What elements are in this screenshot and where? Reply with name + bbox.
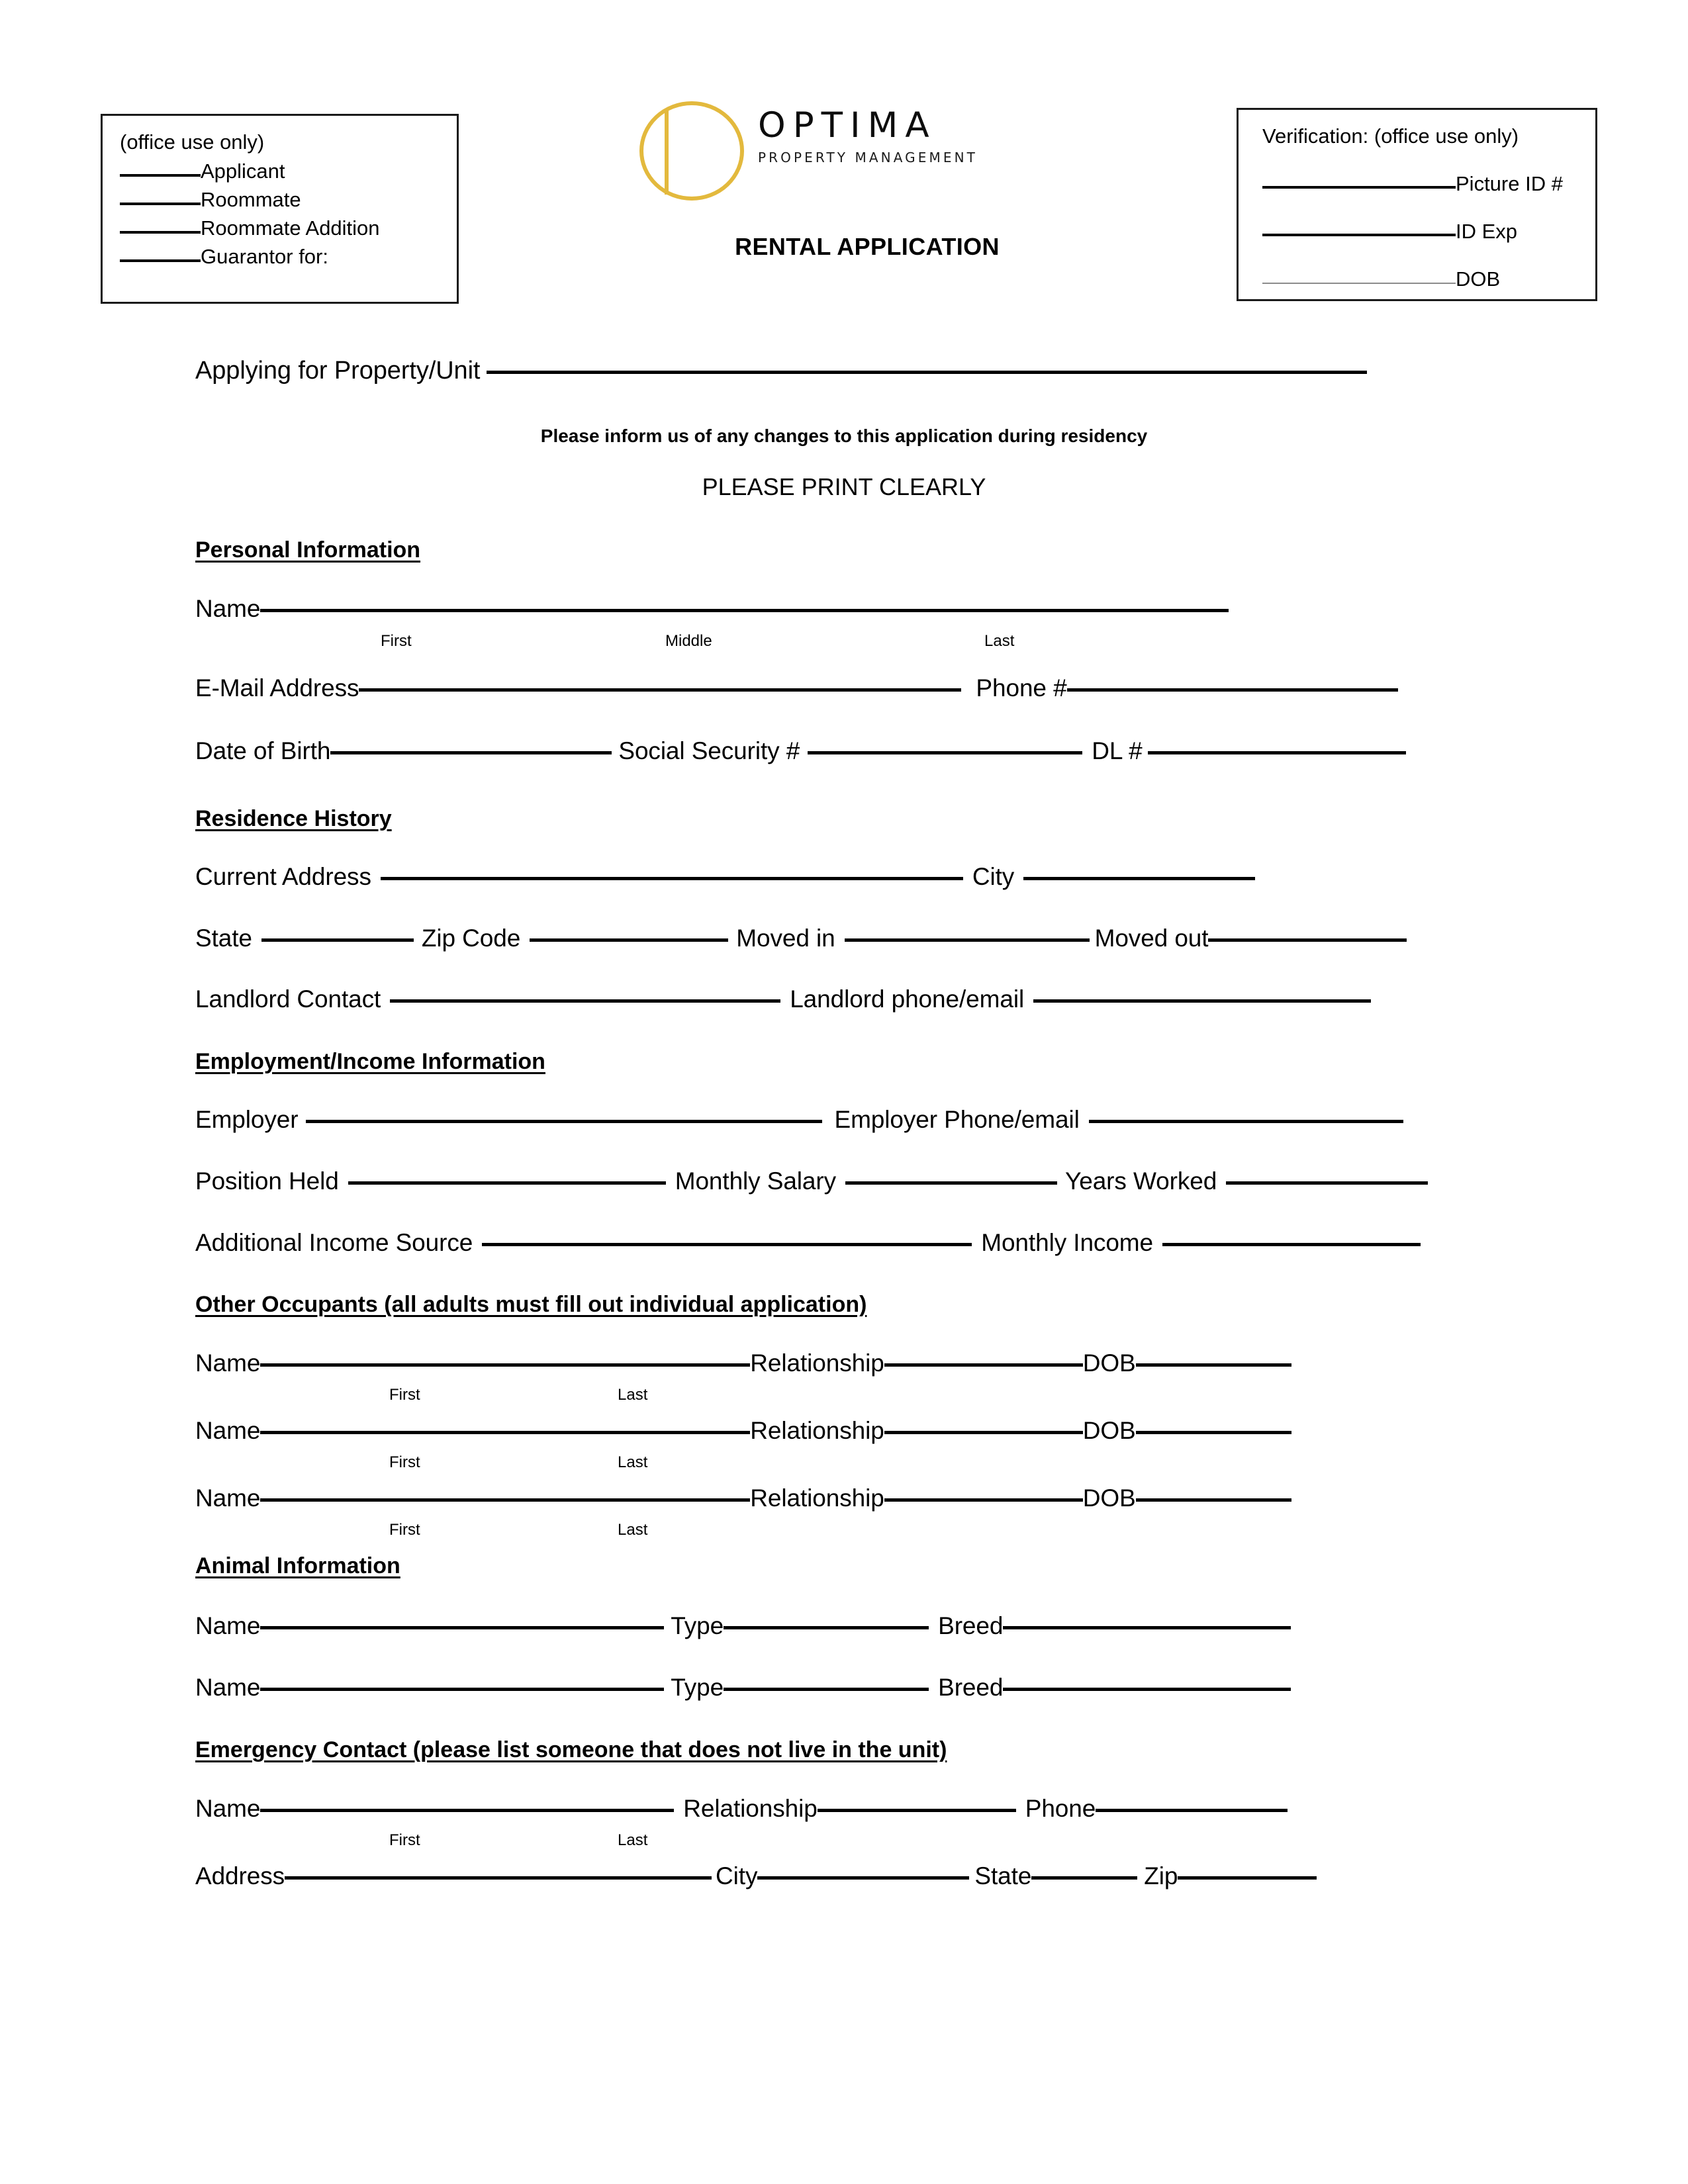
employment-additional-income-input[interactable] <box>482 1243 972 1246</box>
animal-1-type-label: Type <box>671 1612 724 1639</box>
section-heading-residence-history: Residence History <box>195 806 392 831</box>
occupant-1-relationship-input[interactable] <box>884 1363 1083 1367</box>
animal-2-name-label: Name <box>195 1674 261 1701</box>
office-use-label-roommate: Roommate <box>201 188 301 211</box>
occupant-2-sublabel-first: First <box>389 1453 420 1471</box>
verification-row-dob <box>1262 266 1595 293</box>
occupant-2-relationship-input[interactable] <box>884 1431 1083 1434</box>
occupant-3-name-input[interactable] <box>260 1498 750 1502</box>
applying-for-property-input[interactable] <box>487 371 1367 374</box>
occupant-1-relationship-label: Relationship <box>750 1349 884 1377</box>
verification-row-picture-id <box>1262 171 1595 197</box>
office-use-only-box <box>101 114 459 304</box>
applying-for-property-line <box>195 357 1367 384</box>
residence-state-label: State <box>195 925 252 952</box>
employment-employer-label: Employer <box>195 1106 299 1133</box>
emergency-name-input[interactable] <box>260 1809 674 1812</box>
residence-current-address-input[interactable] <box>381 877 963 880</box>
applicant-blank-rule[interactable] <box>120 174 201 177</box>
residence-state-zip-moved-line <box>195 925 1407 952</box>
residence-city-label: City <box>972 863 1015 890</box>
brand-tagline: PROPERTY MANAGEMENT <box>758 150 978 165</box>
emergency-phone-input[interactable] <box>1096 1809 1288 1812</box>
verification-label-dob: DOB <box>1456 267 1501 291</box>
residence-zip-input[interactable] <box>530 938 728 942</box>
print-clearly-notice: PLEASE PRINT CLEARLY <box>702 473 986 500</box>
emergency-name-label: Name <box>195 1795 261 1822</box>
occupant-3-sublabel-first: First <box>389 1521 420 1539</box>
occupant-3-relationship-input[interactable] <box>884 1498 1083 1502</box>
brand-wordmark <box>758 106 1023 167</box>
residence-zip-label: Zip Code <box>421 925 521 952</box>
occupant-3-dob-input[interactable] <box>1136 1498 1291 1502</box>
animal-row-1 <box>195 1613 1291 1639</box>
residence-landlord-contact-input[interactable] <box>390 999 780 1003</box>
personal-email-input[interactable] <box>359 688 961 692</box>
roommate-blank-rule[interactable] <box>120 203 201 205</box>
picture-id-blank-rule[interactable] <box>1262 186 1456 189</box>
emergency-name-line <box>195 1796 1288 1822</box>
office-use-label-roommate-addition: Roommate Addition <box>201 216 380 240</box>
office-use-row-applicant <box>120 157 457 185</box>
employment-employer-phone-label: Employer Phone/email <box>834 1106 1080 1133</box>
residence-landlord-phone-input[interactable] <box>1033 999 1371 1003</box>
verification-label-picture-id: Picture ID # <box>1456 172 1563 195</box>
animal-1-type-input[interactable] <box>724 1626 929 1629</box>
occupant-row-3 <box>195 1485 1291 1512</box>
personal-ssn-input[interactable] <box>808 751 1082 754</box>
emergency-zip-input[interactable] <box>1178 1876 1317 1880</box>
occupant-1-dob-label: DOB <box>1082 1349 1136 1377</box>
emergency-state-label: State <box>974 1862 1032 1889</box>
animal-2-type-input[interactable] <box>724 1688 929 1691</box>
personal-name-sublabel-first: First <box>381 632 412 650</box>
employment-monthly-income-label: Monthly Income <box>981 1229 1154 1256</box>
animal-2-breed-input[interactable] <box>1003 1688 1291 1691</box>
section-heading-animal-information: Animal Information <box>195 1553 400 1578</box>
personal-phone-input[interactable] <box>1067 688 1398 692</box>
personal-email-label: E-Mail Address <box>195 674 359 702</box>
residence-moved-in-label: Moved in <box>736 925 835 952</box>
employment-position-line <box>195 1168 1428 1195</box>
emergency-sublabel-first: First <box>389 1831 420 1849</box>
applying-for-property-label: Applying for Property/Unit <box>195 357 481 385</box>
residence-landlord-contact-label: Landlord Contact <box>195 985 381 1013</box>
residence-city-input[interactable] <box>1023 877 1255 880</box>
occupant-3-dob-label: DOB <box>1082 1484 1136 1512</box>
animal-2-name-input[interactable] <box>260 1688 664 1691</box>
animal-2-breed-label: Breed <box>938 1674 1004 1701</box>
page-title-text: RENTAL APPLICATION <box>735 233 1000 260</box>
occupant-3-sublabel-last: Last <box>618 1521 648 1539</box>
employment-monthly-salary-label: Monthly Salary <box>675 1167 837 1195</box>
emergency-state-input[interactable] <box>1031 1876 1137 1880</box>
verification-label-id-exp: ID Exp <box>1456 220 1518 243</box>
employment-additional-income-label: Additional Income Source <box>195 1229 473 1256</box>
employment-employer-phone-input[interactable] <box>1089 1120 1403 1123</box>
employment-years-worked-input[interactable] <box>1226 1181 1428 1185</box>
animal-1-name-label: Name <box>195 1612 261 1639</box>
occupant-1-dob-input[interactable] <box>1136 1363 1291 1367</box>
residence-landlord-phone-label: Landlord phone/email <box>790 985 1025 1013</box>
optima-ring-logo-icon <box>632 98 751 204</box>
occupant-3-relationship-label: Relationship <box>750 1484 884 1512</box>
personal-name-input[interactable] <box>260 609 1229 612</box>
residence-moved-out-label: Moved out <box>1094 925 1209 952</box>
personal-dl-label: DL # <box>1092 737 1143 764</box>
animal-row-2 <box>195 1674 1291 1701</box>
personal-name-sublabel-middle: Middle <box>665 632 712 650</box>
emergency-city-input[interactable] <box>757 1876 969 1880</box>
occupant-2-relationship-label: Relationship <box>750 1417 884 1444</box>
occupant-3-name-label: Name <box>195 1484 261 1512</box>
personal-dob-ssn-dl-line <box>195 738 1406 764</box>
residence-moved-out-input[interactable] <box>1208 938 1407 942</box>
page-title <box>0 233 1688 261</box>
emergency-address-line <box>195 1863 1317 1889</box>
personal-phone-label: Phone # <box>976 674 1067 702</box>
occupant-1-name-input[interactable] <box>260 1363 750 1367</box>
emergency-sublabel-last: Last <box>618 1831 648 1849</box>
occupant-row-2 <box>195 1418 1291 1444</box>
dob-blank-rule[interactable] <box>1262 283 1456 284</box>
emergency-relationship-input[interactable] <box>818 1809 1016 1812</box>
residence-state-input[interactable] <box>261 938 414 942</box>
occupant-1-name-label: Name <box>195 1349 261 1377</box>
changes-notice: Please inform us of any changes to this application during residency <box>540 426 1148 446</box>
emergency-relationship-label: Relationship <box>683 1795 818 1822</box>
verification-box <box>1237 108 1597 301</box>
brand-name: OPTIMA <box>758 105 937 146</box>
animal-2-type-label: Type <box>671 1674 724 1701</box>
section-heading-emergency-contact: Emergency Contact (please list someone that does not live in the unit) <box>195 1737 947 1762</box>
emergency-address-label: Address <box>195 1862 285 1889</box>
employment-employer-input[interactable] <box>306 1120 822 1123</box>
emergency-city-label: City <box>716 1862 758 1889</box>
personal-ssn-label: Social Security # <box>618 737 800 764</box>
residence-current-address-label: Current Address <box>195 863 371 890</box>
occupant-2-name-label: Name <box>195 1417 261 1444</box>
section-heading-other-occupants: Other Occupants (all adults must fill out individual application) <box>195 1292 867 1317</box>
residence-address-city-line <box>195 864 1255 890</box>
employment-monthly-salary-input[interactable] <box>845 1181 1057 1185</box>
employment-additional-income-line <box>195 1230 1421 1256</box>
employment-employer-line <box>195 1107 1403 1133</box>
office-use-only-title: (office use only) <box>120 130 265 154</box>
verification-title: Verification: (office use only) <box>1262 124 1519 148</box>
occupant-1-sublabel-first: First <box>389 1386 420 1404</box>
personal-name-sublabel-last: Last <box>984 632 1015 650</box>
occupant-2-dob-label: DOB <box>1082 1417 1136 1444</box>
personal-name-label: Name <box>195 595 261 622</box>
occupant-row-1 <box>195 1350 1291 1377</box>
office-use-label-guarantor: Guarantor for: <box>201 245 328 268</box>
personal-email-phone-line <box>195 675 1398 702</box>
occupant-2-name-input[interactable] <box>260 1431 750 1434</box>
occupant-1-sublabel-last: Last <box>618 1386 648 1404</box>
occupant-2-dob-input[interactable] <box>1136 1431 1291 1434</box>
animal-1-breed-input[interactable] <box>1003 1626 1291 1629</box>
emergency-phone-label: Phone <box>1025 1795 1096 1822</box>
emergency-zip-label: Zip <box>1144 1862 1178 1889</box>
personal-dob-input[interactable] <box>330 751 612 754</box>
office-use-row-roommate <box>120 185 457 214</box>
animal-1-breed-label: Breed <box>938 1612 1004 1639</box>
personal-dl-input[interactable] <box>1148 751 1406 754</box>
employment-position-input[interactable] <box>348 1181 666 1185</box>
employment-monthly-income-input[interactable] <box>1162 1243 1421 1246</box>
section-heading-employment-income: Employment/Income Information <box>195 1049 545 1074</box>
section-heading-personal-information: Personal Information <box>195 537 421 563</box>
employment-position-label: Position Held <box>195 1167 339 1195</box>
emergency-address-input[interactable] <box>285 1876 712 1880</box>
residence-moved-in-input[interactable] <box>845 938 1090 942</box>
residence-landlord-line <box>195 986 1371 1013</box>
office-use-label-applicant: Applicant <box>201 159 285 183</box>
occupant-2-sublabel-last: Last <box>618 1453 648 1471</box>
personal-name-line <box>195 596 1229 622</box>
animal-1-name-input[interactable] <box>260 1626 664 1629</box>
brand-logo <box>632 98 1029 197</box>
personal-dob-label: Date of Birth <box>195 737 331 764</box>
employment-years-worked-label: Years Worked <box>1065 1167 1217 1195</box>
